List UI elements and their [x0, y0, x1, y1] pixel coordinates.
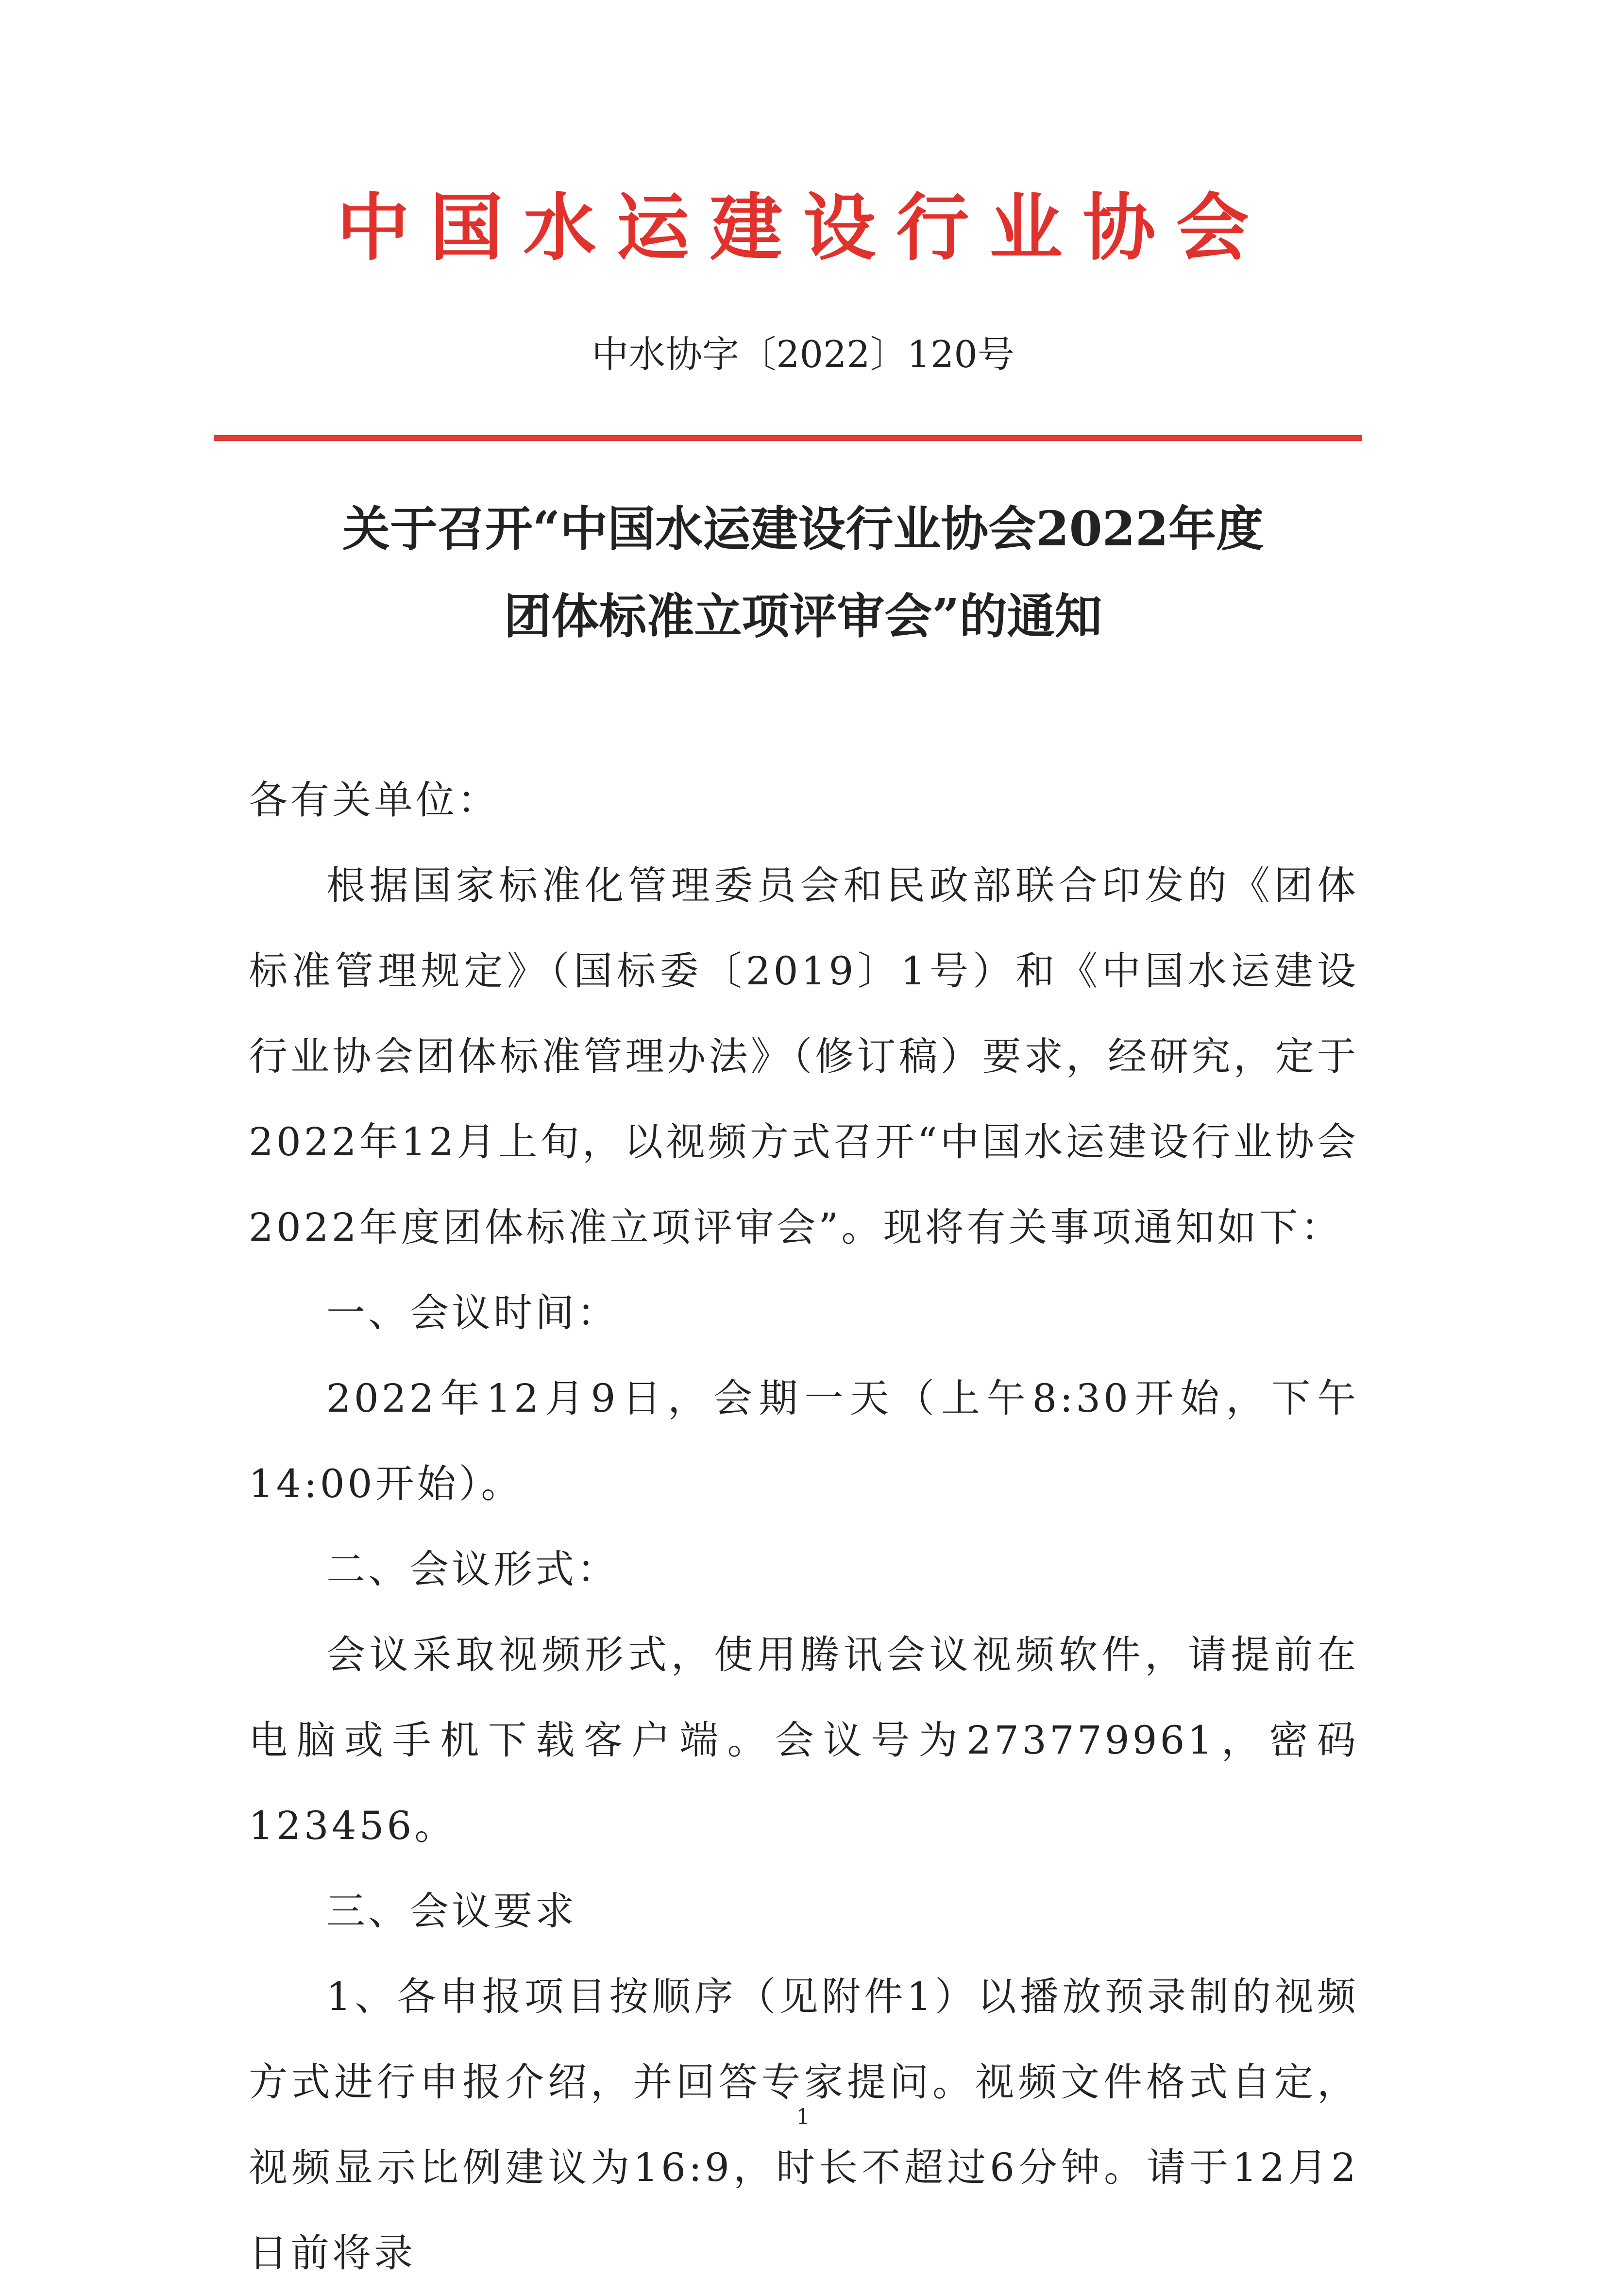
- notice-title-line-1: 关于召开“中国水运建设行业协会2022年度: [342, 501, 1264, 557]
- section-1-text: 2022年12月9日，会期一天（上午8:30开始，下午14:00开始）。: [249, 1376, 1359, 1506]
- organization-header: 中国水运建设行业协会: [337, 186, 1269, 270]
- section-2-text: 会议采取视频形式，使用腾讯会议视频软件，请提前在电脑或手机下载客户端。会议号为273779961，密码123456。: [249, 1632, 1359, 1848]
- header-divider: [214, 435, 1362, 441]
- section-3-heading: 三、会议要求: [326, 1889, 577, 1934]
- notice-title-line-2: 团体标准立项评审会”的通知: [504, 589, 1102, 644]
- section-3-item-1: 1、各申报项目按顺序（见附件1）以播放预录制的视频方式进行申报介绍，并回答专家提问。视频文件格式自定，视频显示比例建议为16:9，时长不超过6分钟。请于12月2日前将录: [249, 1974, 1359, 2276]
- salutation: 各有关单位：: [249, 777, 499, 823]
- section-1-heading: 一、会议时间：: [326, 1290, 619, 1335]
- page-number: 1: [796, 2105, 810, 2129]
- intro-paragraph: 根据国家标准化管理委员会和民政部联合印发的《团体标准管理规定》（国标委〔2019〕1号）和《中国水运建设行业协会团体标准管理办法》（修订稿）要求，经研究，定于2022年12月上旬，以视频方式召开“中国水运建设行业协会2022年度团体标准立项评审会”。现将有关事项通知如下：: [249, 863, 1359, 1250]
- document-number: 中水协字〔2022〕120号: [592, 333, 1014, 376]
- section-2-heading: 二、会议形式：: [326, 1547, 619, 1592]
- notice-title: [0, 486, 1606, 660]
- notice-body: [249, 758, 1359, 2296]
